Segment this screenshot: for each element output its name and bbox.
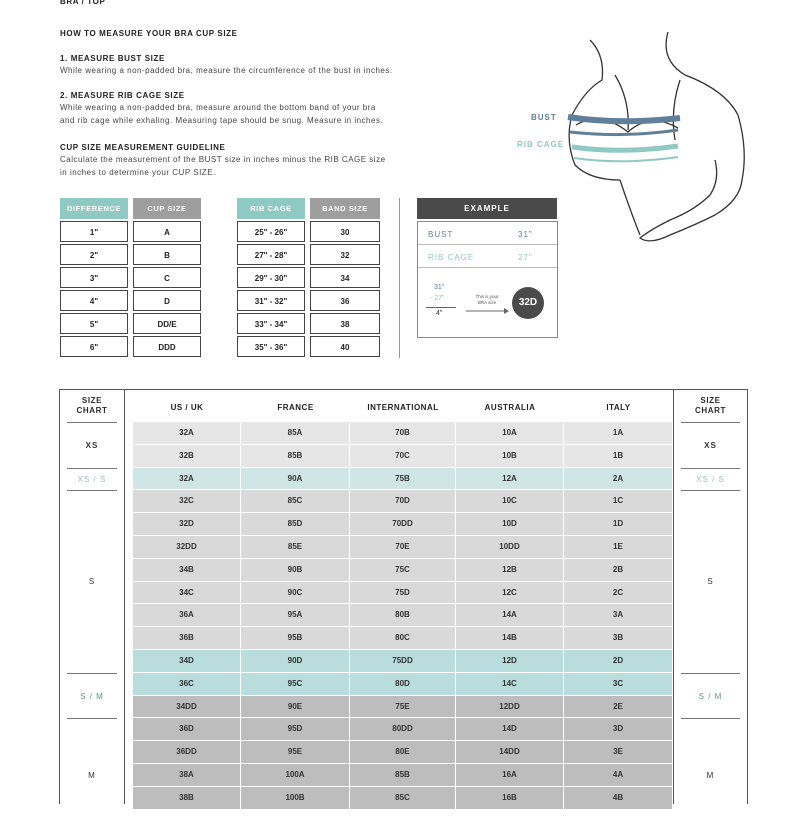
table-cell: 3A [564,604,673,627]
example-header: EXAMPLE [417,198,557,219]
difference-cell: 2" [60,244,128,265]
cup-size-header: CUP SIZE [133,198,201,219]
example-rib-value: 27" [518,253,533,262]
table-cell: 85C [350,787,456,810]
breadcrumb: BRA / TOP [60,0,106,6]
table-cell: 2D [564,650,673,673]
table-cell: 10B [456,445,564,468]
table-cell: 70E [350,536,456,559]
table-cell: 12B [456,559,564,582]
band-size-cell: 32 [310,244,380,265]
cup-size-cell: C [133,267,201,288]
calc-line [426,307,456,308]
table-cell: 10A [456,422,564,445]
difference-cell: 3" [60,267,128,288]
table-cell: 95C [241,673,350,696]
col-us-uk: US / UK [170,403,204,412]
table-cell: 36B [133,627,241,650]
table-cell: 90E [241,696,350,719]
table-cell: 85A [241,422,350,445]
section-cup-text-1: Calculate the measurement of the BUST size in inches minus the RIB CAGE size [60,155,386,164]
table-cell: 95B [241,627,350,650]
table-cell: 10D [456,513,564,536]
difference-cell: 4" [60,290,128,311]
size-group-label: M [681,718,740,832]
table-cell: 90D [241,650,350,673]
table-cell: 32A [133,468,241,491]
table-cell: 4B [564,787,673,810]
cup-size-cell: DDD [133,336,201,357]
example-bust-label: BUST [428,230,454,239]
rib-cage-cell: 25" - 26" [237,221,305,242]
table-cell: 1E [564,536,673,559]
section-rib-text-1: While wearing a non-padded bra, measure around the bottom band of your bra [60,103,376,112]
band-size-cell: 40 [310,336,380,357]
table-cell: 38B [133,787,241,810]
section-cup-heading: CUP SIZE MEASUREMENT GUIDELINE [60,143,226,152]
rib-cage-header: RIB CAGE [237,198,305,219]
size-group-label: S [681,490,740,672]
difference-cell: 1" [60,221,128,242]
table-cell: 34C [133,582,241,605]
arrow-text [468,294,506,306]
table-cell: 12DD [456,696,564,719]
table-cell: 1C [564,490,673,513]
example-row-divider [418,244,557,245]
rib-cage-cell: 33" - 34" [237,313,305,334]
divider [399,198,400,358]
table-cell: 75DD [350,650,456,673]
size-group-label: XS / S [681,468,740,491]
example-box [417,221,558,338]
table-cell: 80C [350,627,456,650]
table-cell: 2C [564,582,673,605]
section-rib-heading: 2. MEASURE RIB CAGE SIZE [60,91,185,100]
table-cell: 70DD [350,513,456,536]
table-cell: 2E [564,696,673,719]
page-title: HOW TO MEASURE YOUR BRA CUP SIZE [60,29,238,38]
table-cell: 95E [241,741,350,764]
table-cell: 1B [564,445,673,468]
result-badge: 32D [512,287,544,319]
size-group-label: XS [681,422,740,468]
table-cell: 85B [350,764,456,787]
table-cell: 14DD [456,741,564,764]
table-cell: 3C [564,673,673,696]
size-group-label: M [67,718,117,832]
rib-cage-cell: 31" - 32" [237,290,305,311]
table-cell: 75E [350,696,456,719]
cup-size-cell: D [133,290,201,311]
table-cell: 32C [133,490,241,513]
arrow-text-1: This is your [475,294,499,299]
difference-cell: 6" [60,336,128,357]
table-cell: 2A [564,468,673,491]
table-cell: 38A [133,764,241,787]
size-chart-header-left [59,396,125,416]
example-bust-value: 31" [518,230,533,239]
arrow-icon [464,308,510,314]
table-cell: 90B [241,559,350,582]
table-cell: 3D [564,718,673,741]
cup-size-cell: DD/E [133,313,201,334]
table-cell: 70B [350,422,456,445]
table-cell: 3E [564,741,673,764]
table-cell: 36A [133,604,241,627]
table-cell: 100B [241,787,350,810]
size-chart-header-line1: SIZE [700,396,721,405]
size-group-label: S / M [67,673,117,719]
cup-size-cell: A [133,221,201,242]
table-cell: 4A [564,764,673,787]
table-cell: 32A [133,422,241,445]
table-cell: 14A [456,604,564,627]
table-cell: 70D [350,490,456,513]
table-cell: 3B [564,627,673,650]
table-cell: 80DD [350,718,456,741]
difference-cell: 5" [60,313,128,334]
table-cell: 90C [241,582,350,605]
calc-result: 4" [436,310,443,317]
table-cell: 80E [350,741,456,764]
rib-cage-cell: 35" - 36" [237,336,305,357]
col-international: INTERNATIONAL [367,403,439,412]
table-cell: 14C [456,673,564,696]
table-cell: 75D [350,582,456,605]
example-rib-label: RIB CAGE [428,253,475,262]
table-cell: 32B [133,445,241,468]
table-cell: 80B [350,604,456,627]
table-cell: 12D [456,650,564,673]
table-cell: 36C [133,673,241,696]
bust-label: BUST [531,113,557,122]
section-bust-text: While wearing a non-padded bra, measure the circumference of the bust in inches. [60,66,393,75]
table-cell: 10C [456,490,564,513]
size-group-label: S [67,490,117,672]
calc-minus: - 27" [430,295,445,302]
table-cell: 95A [241,604,350,627]
table-cell: 34D [133,650,241,673]
section-cup-text-2: in inches to determine your CUP SIZE. [60,168,216,177]
rib-cage-cell: 29" - 30" [237,267,305,288]
example-row-divider [418,267,557,268]
col-italy: ITALY [606,403,631,412]
calc-top: 31" [434,284,445,291]
table-cell: 1A [564,422,673,445]
table-cell: 14B [456,627,564,650]
table-cell: 16B [456,787,564,810]
table-cell: 14D [456,718,564,741]
size-group-label: XS / S [67,468,117,491]
size-group-label: XS [67,422,117,468]
table-cell: 32D [133,513,241,536]
table-cell: 12C [456,582,564,605]
col-australia: AUSTRALIA [484,403,536,412]
band-size-cell: 36 [310,290,380,311]
size-chart-header-line2: CHART [76,406,108,415]
table-cell: 95D [241,718,350,741]
size-chart-top-border [125,389,673,390]
cup-size-cell: B [133,244,201,265]
size-chart-header-line2: CHART [695,406,726,415]
band-size-cell: 34 [310,267,380,288]
table-cell: 75C [350,559,456,582]
band-size-cell: 38 [310,313,380,334]
size-chart-header-line1: SIZE [81,396,103,405]
table-cell: 34B [133,559,241,582]
arrow-text-2: BRA size [477,300,497,305]
table-cell: 16A [456,764,564,787]
table-cell: 34DD [133,696,241,719]
table-cell: 100A [241,764,350,787]
band-size-cell: 30 [310,221,380,242]
table-cell: 85D [241,513,350,536]
table-cell: 32DD [133,536,241,559]
section-rib-text-2: and rib cage while exhaling. Measuring tape should be snug. Measure in inches. [60,116,384,125]
table-cell: 80D [350,673,456,696]
table-cell: 1D [564,513,673,536]
table-cell: 75B [350,468,456,491]
table-cell: 36D [133,718,241,741]
table-cell: 85E [241,536,350,559]
band-size-header: BAND SIZE [310,198,380,219]
size-chart-header-right [673,396,748,416]
table-cell: 85C [241,490,350,513]
rib-cage-label: RIB CAGE [517,140,565,149]
table-cell: 10DD [456,536,564,559]
table-cell: 85B [241,445,350,468]
table-cell: 36DD [133,741,241,764]
table-cell: 90A [241,468,350,491]
table-cell: 2B [564,559,673,582]
difference-header: DIFFERENCE [60,198,128,219]
section-bust-heading: 1. MEASURE BUST SIZE [60,54,165,63]
size-group-label: S / M [681,673,740,719]
table-cell: 12A [456,468,564,491]
table-cell: 70C [350,445,456,468]
rib-cage-cell: 27" - 28" [237,244,305,265]
col-france: FRANCE [277,403,314,412]
